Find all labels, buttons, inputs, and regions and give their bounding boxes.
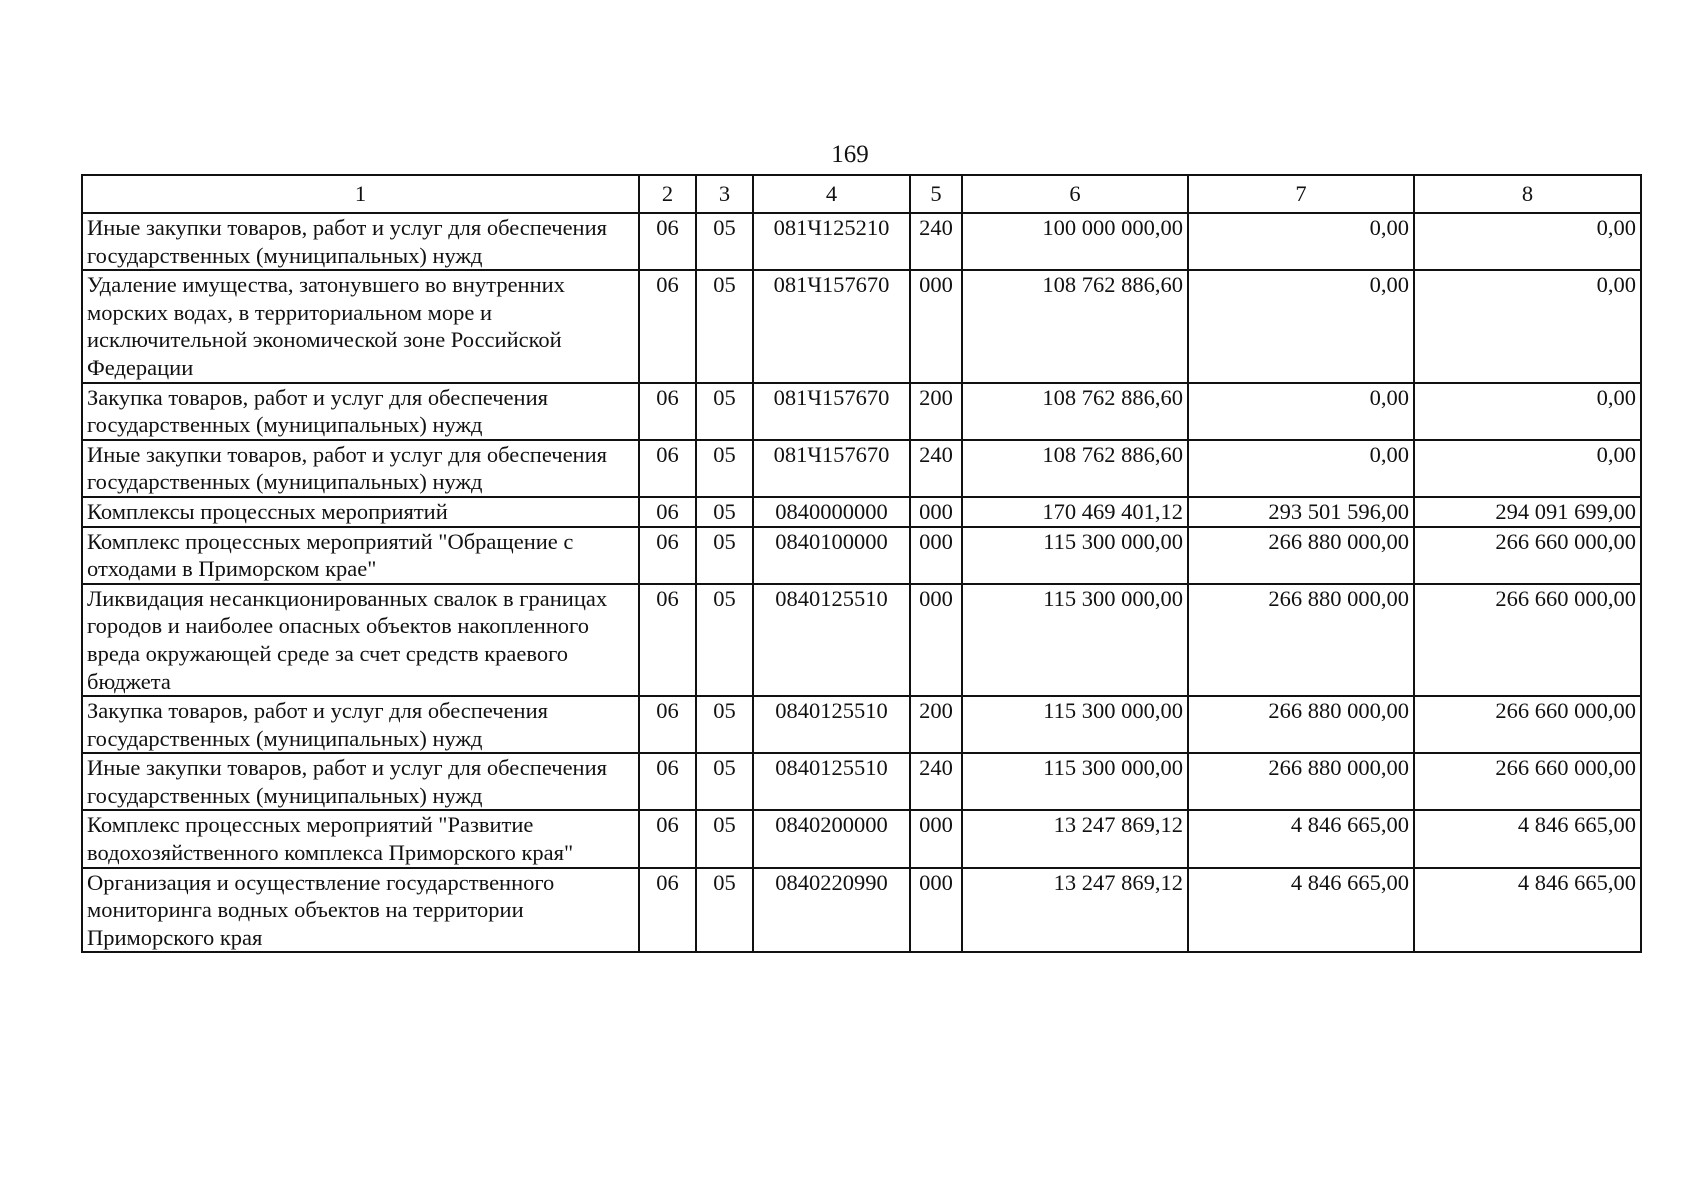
amount-col8: 266 660 000,00 [1414,584,1641,696]
amount-col6: 170 469 401,12 [962,497,1188,527]
header-cell: 7 [1188,175,1414,213]
amount-col8: 0,00 [1414,213,1641,270]
subsection-code: 05 [696,696,753,753]
amount-col8: 0,00 [1414,383,1641,440]
amount-col8: 0,00 [1414,270,1641,382]
subsection-code: 05 [696,383,753,440]
amount-col7: 4 846 665,00 [1188,810,1414,867]
amount-col8: 266 660 000,00 [1414,696,1641,753]
section-code: 06 [639,213,696,270]
table-row [82,584,1641,696]
amount-col6: 100 000 000,00 [962,213,1188,270]
target-article-code: 0840000000 [753,497,910,527]
amount-col7: 0,00 [1188,440,1414,497]
amount-col6: 115 300 000,00 [962,753,1188,810]
table-row [82,527,1641,584]
table-row [82,383,1641,440]
section-code: 06 [639,527,696,584]
table-row [82,753,1641,810]
subsection-code: 05 [696,527,753,584]
amount-col7: 266 880 000,00 [1188,584,1414,696]
amount-col7: 266 880 000,00 [1188,753,1414,810]
header-cell: 2 [639,175,696,213]
expense-type-code: 200 [910,696,962,753]
row-name: Закупка товаров, работ и услуг для обеспечения государственных (муниципальных) нужд [82,696,639,753]
section-code: 06 [639,383,696,440]
row-name: Иные закупки товаров, работ и услуг для обеспечения государственных (муниципальных) нужд [82,213,639,270]
section-code: 06 [639,440,696,497]
expense-type-code: 000 [910,497,962,527]
table-row [82,440,1641,497]
expense-type-code: 200 [910,383,962,440]
amount-col8: 266 660 000,00 [1414,753,1641,810]
row-name: Закупка товаров, работ и услуг для обеспечения государственных (муниципальных) нужд [82,383,639,440]
expense-type-code: 240 [910,213,962,270]
row-name: Иные закупки товаров, работ и услуг для обеспечения государственных (муниципальных) нужд [82,753,639,810]
subsection-code: 05 [696,584,753,696]
target-article-code: 0840125510 [753,584,910,696]
header-cell: 6 [962,175,1188,213]
amount-col7: 0,00 [1188,383,1414,440]
target-article-code: 0840100000 [753,527,910,584]
expense-type-code: 240 [910,440,962,497]
amount-col7: 0,00 [1188,213,1414,270]
expense-type-code: 240 [910,753,962,810]
amount-col8: 294 091 699,00 [1414,497,1641,527]
budget-table [81,174,1642,953]
header-cell: 1 [82,175,639,213]
subsection-code: 05 [696,497,753,527]
row-name: Комплекс процессных мероприятий "Развитие водохозяйственного комплекса Приморского края" [82,810,639,867]
target-article-code: 081Ч157670 [753,383,910,440]
section-code: 06 [639,696,696,753]
amount-col7: 293 501 596,00 [1188,497,1414,527]
amount-col8: 4 846 665,00 [1414,868,1641,953]
amount-col7: 266 880 000,00 [1188,527,1414,584]
section-code: 06 [639,810,696,867]
target-article-code: 0840220990 [753,868,910,953]
expense-type-code: 000 [910,584,962,696]
table-row [82,868,1641,953]
target-article-code: 0840125510 [753,753,910,810]
header-cell: 8 [1414,175,1641,213]
amount-col6: 115 300 000,00 [962,696,1188,753]
amount-col7: 0,00 [1188,270,1414,382]
amount-col6: 13 247 869,12 [962,810,1188,867]
expense-type-code: 000 [910,527,962,584]
table-row [82,213,1641,270]
table-row [82,810,1641,867]
subsection-code: 05 [696,868,753,953]
expense-type-code: 000 [910,810,962,867]
target-article-code: 0840125510 [753,696,910,753]
section-code: 06 [639,497,696,527]
subsection-code: 05 [696,753,753,810]
table-row [82,270,1641,382]
section-code: 06 [639,584,696,696]
page-number: 169 [831,141,869,168]
header-cell: 3 [696,175,753,213]
table-row [82,497,1641,527]
amount-col7: 266 880 000,00 [1188,696,1414,753]
section-code: 06 [639,270,696,382]
subsection-code: 05 [696,213,753,270]
target-article-code: 081Ч157670 [753,440,910,497]
amount-col8: 266 660 000,00 [1414,527,1641,584]
row-name: Ликвидация несанкционированных свалок в границах городов и наиболее опасных объектов накопленного вреда окружающей среде за счет средств краевого бюджета [82,584,639,696]
table-row [82,696,1641,753]
row-name: Иные закупки товаров, работ и услуг для обеспечения государственных (муниципальных) нужд [82,440,639,497]
section-code: 06 [639,753,696,810]
section-code: 06 [639,868,696,953]
row-name: Организация и осуществление государственного мониторинга водных объектов на территории Приморского края [82,868,639,953]
expense-type-code: 000 [910,868,962,953]
amount-col6: 115 300 000,00 [962,527,1188,584]
row-name: Удаление имущества, затонувшего во внутренних морских водах, в территориальном море и исключительной экономической зоне Российской Федерации [82,270,639,382]
subsection-code: 05 [696,440,753,497]
target-article-code: 081Ч157670 [753,270,910,382]
row-name: Комплексы процессных мероприятий [82,497,639,527]
header-cell: 4 [753,175,910,213]
row-name: Комплекс процессных мероприятий "Обращение с отходами в Приморском крае" [82,527,639,584]
header-row [82,175,1641,213]
subsection-code: 05 [696,810,753,867]
amount-col6: 108 762 886,60 [962,270,1188,382]
amount-col6: 115 300 000,00 [962,584,1188,696]
amount-col8: 0,00 [1414,440,1641,497]
amount-col6: 108 762 886,60 [962,383,1188,440]
target-article-code: 081Ч125210 [753,213,910,270]
amount-col8: 4 846 665,00 [1414,810,1641,867]
amount-col6: 13 247 869,12 [962,868,1188,953]
amount-col6: 108 762 886,60 [962,440,1188,497]
subsection-code: 05 [696,270,753,382]
header-cell: 5 [910,175,962,213]
amount-col7: 4 846 665,00 [1188,868,1414,953]
expense-type-code: 000 [910,270,962,382]
target-article-code: 0840200000 [753,810,910,867]
